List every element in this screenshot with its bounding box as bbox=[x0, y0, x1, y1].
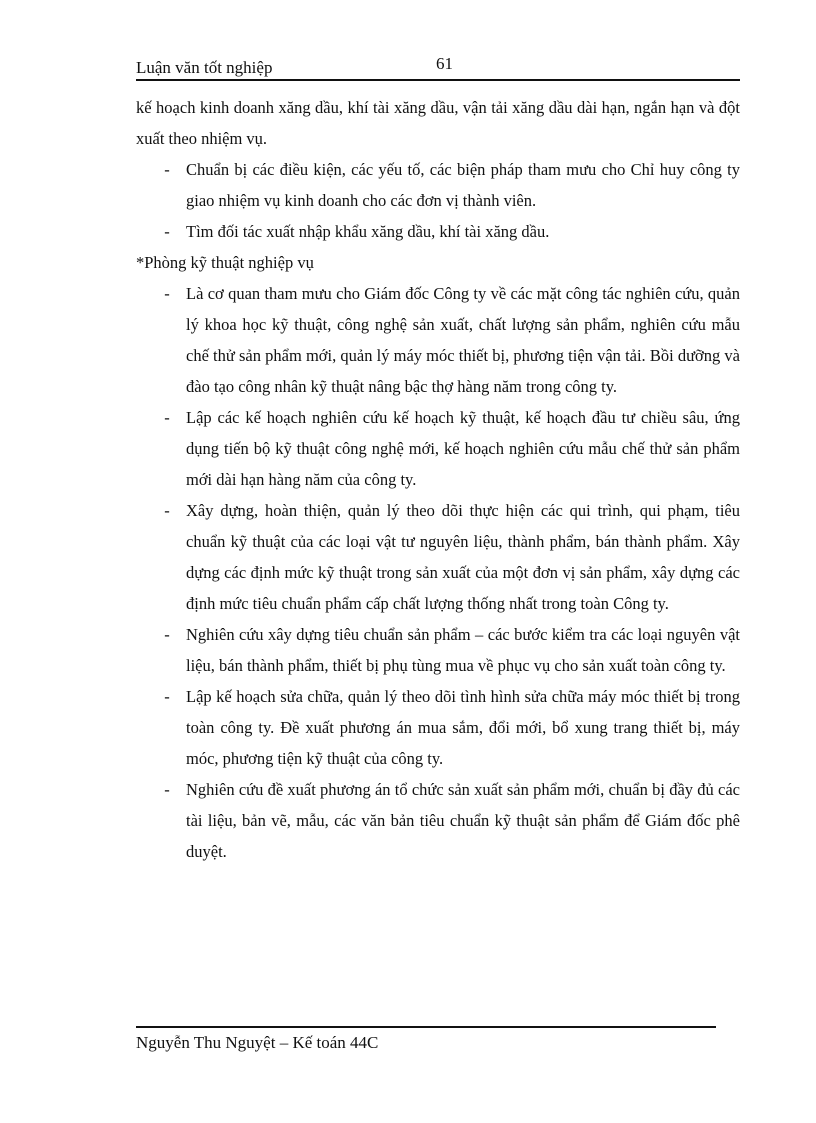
list-item-text: Tìm đối tác xuất nhập khẩu xăng dầu, khí tài xăng dầu. bbox=[186, 222, 550, 241]
dash-marker: - bbox=[164, 780, 170, 799]
dash-marker: - bbox=[164, 222, 170, 241]
dash-marker: - bbox=[164, 625, 170, 644]
list-item bbox=[136, 495, 740, 619]
header-rule bbox=[136, 79, 740, 81]
dash-marker: - bbox=[164, 687, 170, 706]
list-item-text: Lập các kế hoạch nghiên cứu kế hoạch kỹ thuật, kế hoạch đầu tư chiều sâu, ứng dụng tiến bộ kỹ thuật công nghệ mới, kế hoạch nghiên cứu mẫu chế thử sản phẩm mới dài hạn hàng năm của công ty. bbox=[186, 408, 740, 489]
section-bullet-list bbox=[136, 278, 740, 867]
list-item bbox=[136, 681, 740, 774]
list-item bbox=[136, 216, 740, 247]
dash-marker: - bbox=[164, 284, 170, 303]
footer-rule bbox=[136, 1026, 716, 1028]
footer-author: Nguyễn Thu Nguyệt – Kế toán 44C bbox=[136, 1033, 379, 1052]
list-item-text: Nghiên cứu xây dựng tiêu chuẩn sản phẩm – các bước kiểm tra các loại nguyên vật liệu, bán thành phẩm, thiết bị phụ tùng mua về phục vụ cho sản xuất toàn công ty. bbox=[186, 625, 740, 675]
page-header bbox=[136, 54, 740, 80]
list-item-text: Là cơ quan tham mưu cho Giám đốc Công ty về các mặt công tác nghiên cứu, quản lý khoa học kỹ thuật, công nghệ sản xuất, chất lượng sản phẩm, nghiên cứu mẫu chế thử sản phẩm mới, quản lý máy móc thiết bị, phương tiện vận tải. Bồi dưỡng và đào tạo công nhân kỹ thuật nâng bậc thợ hàng năm trong công ty. bbox=[186, 284, 740, 396]
section-heading: *Phòng kỹ thuật nghiệp vụ bbox=[136, 253, 314, 272]
document-body bbox=[136, 92, 740, 867]
intro-paragraph: kế hoạch kinh doanh xăng dầu, khí tài xăng dầu, vận tải xăng dầu dài hạn, ngắn hạn và đột xuất theo nhiệm vụ. bbox=[136, 98, 740, 148]
list-item bbox=[136, 154, 740, 216]
first-bullet-list bbox=[136, 154, 740, 247]
list-item bbox=[136, 278, 740, 402]
list-item bbox=[136, 402, 740, 495]
dash-marker: - bbox=[164, 408, 170, 427]
list-item bbox=[136, 774, 740, 867]
list-item-text: Nghiên cứu đề xuất phương án tổ chức sản xuất sản phẩm mới, chuẩn bị đầy đủ các tài liệu, bản vẽ, mẫu, các văn bản tiêu chuẩn kỹ thuật sản phẩm để Giám đốc phê duyệt. bbox=[186, 780, 740, 861]
header-title: Luận văn tốt nghiệp bbox=[136, 58, 273, 77]
dash-marker: - bbox=[164, 501, 170, 520]
page-number: 61 bbox=[436, 54, 453, 73]
list-item-text: Xây dựng, hoàn thiện, quản lý theo dõi thực hiện các qui trình, qui phạm, tiêu chuẩn kỹ thuật của các loại vật tư nguyên liệu, thành phẩm, bán thành phẩm. Xây dựng các định mức kỹ thuật trong sản xuất của một đơn vị sản phẩm, xây dựng các định mức tiêu chuẩn phẩm cấp chất lượng thống nhất trong toàn Công ty. bbox=[186, 501, 740, 613]
dash-marker: - bbox=[164, 160, 170, 179]
list-item bbox=[136, 619, 740, 681]
list-item-text: Chuẩn bị các điều kiện, các yếu tố, các biện pháp tham mưu cho Chỉ huy công ty giao nhiệm vụ kinh doanh cho các đơn vị thành viên. bbox=[186, 160, 740, 210]
list-item-text: Lập kế hoạch sửa chữa, quản lý theo dõi tình hình sửa chữa máy móc thiết bị trong toàn công ty. Đề xuất phương án mua sắm, đổi mới, bổ xung trang thiết bị, máy móc, phương tiện kỹ thuật của công ty. bbox=[186, 687, 740, 768]
